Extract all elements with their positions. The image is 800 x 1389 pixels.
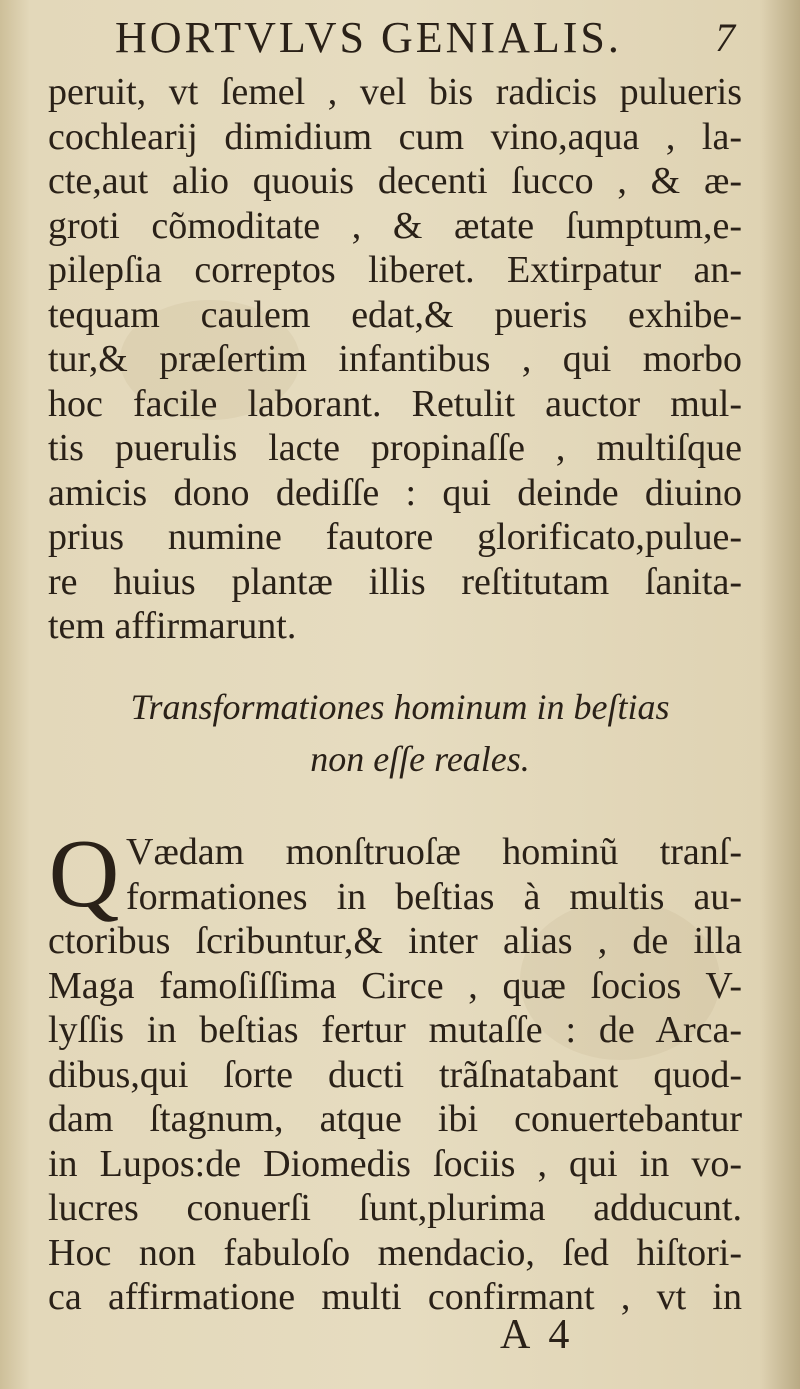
body-text-section — [48, 820, 742, 1320]
text-line: ca affirmatione multi confirmant , vt in — [48, 1276, 742, 1318]
text-line: hoc facile laborant. Retulit auctor mul- — [48, 382, 742, 425]
text-line: cte,aut alio quouis decenti ſucco , & æ- — [48, 160, 742, 202]
text-line: formationes in beſtias à multis au- — [126, 875, 742, 918]
text-line: pilepſia correptos liberet. Extirpatur an- — [48, 249, 742, 291]
signature-letter: A — [500, 1312, 549, 1358]
text-line: tur,& præſertim infantibus , qui morbo — [48, 338, 742, 380]
text-line: lyſſis in beſtias fertur mutaſſe : de Arca- — [48, 1009, 742, 1051]
text-line: in Lupos:de Diomedis ſociis , qui in vo- — [48, 1142, 742, 1185]
text-line: tequam caulem edat,& pueris exhibe- — [48, 293, 742, 336]
text-line: Hoc non fabuloſo mendacio, ſed hiſtori- — [48, 1231, 742, 1274]
body-text-top — [48, 70, 742, 649]
section-heading-line1: Transformationes hominum in beſtias — [130, 687, 670, 727]
signature-number: 4 — [548, 1312, 588, 1358]
text-line: re huius plantæ illis reſtitutam ſanita- — [48, 560, 742, 603]
text-line: dibus,qui ſorte ducti trãſnatabant quod- — [48, 1053, 742, 1096]
page-number: 7 — [715, 15, 735, 60]
text-line: prius numine fautore glorificato,pulue- — [48, 516, 742, 558]
running-title: HORTVLVS GENIALIS. — [115, 13, 622, 62]
text-line: Maga famoſiſſima Circe , quæ ſocios V- — [48, 964, 742, 1007]
signature-mark — [500, 1310, 587, 1360]
drop-cap: Q — [48, 820, 120, 928]
text-line: ctoribus ſcribuntur,& inter alias , de illa — [48, 920, 742, 962]
text-line: Vædam monſtruoſæ hominũ tranſ- — [126, 831, 742, 873]
section-heading-line2: non eſſe reales. — [310, 739, 530, 779]
text-line: groti cõmoditate , & ætate ſumptum,e- — [48, 204, 742, 247]
text-line: lucres conuerſi ſunt,plurima adducunt. — [48, 1187, 742, 1229]
text-line-last: tem affirmarunt. — [48, 605, 297, 647]
text-line: amicis dono dediſſe : qui deinde diuino — [48, 471, 742, 514]
text-line: cochlearij dimidium cum vino,aqua , la- — [48, 115, 742, 158]
text-line: peruit, vt ſemel , vel bis radicis pulueris — [48, 71, 742, 113]
text-line: dam ſtagnum, atque ibi conuertebantur — [48, 1098, 742, 1140]
text-line: tis puerulis lacte propinaſſe , multiſque — [48, 427, 742, 469]
page-header — [115, 8, 735, 68]
